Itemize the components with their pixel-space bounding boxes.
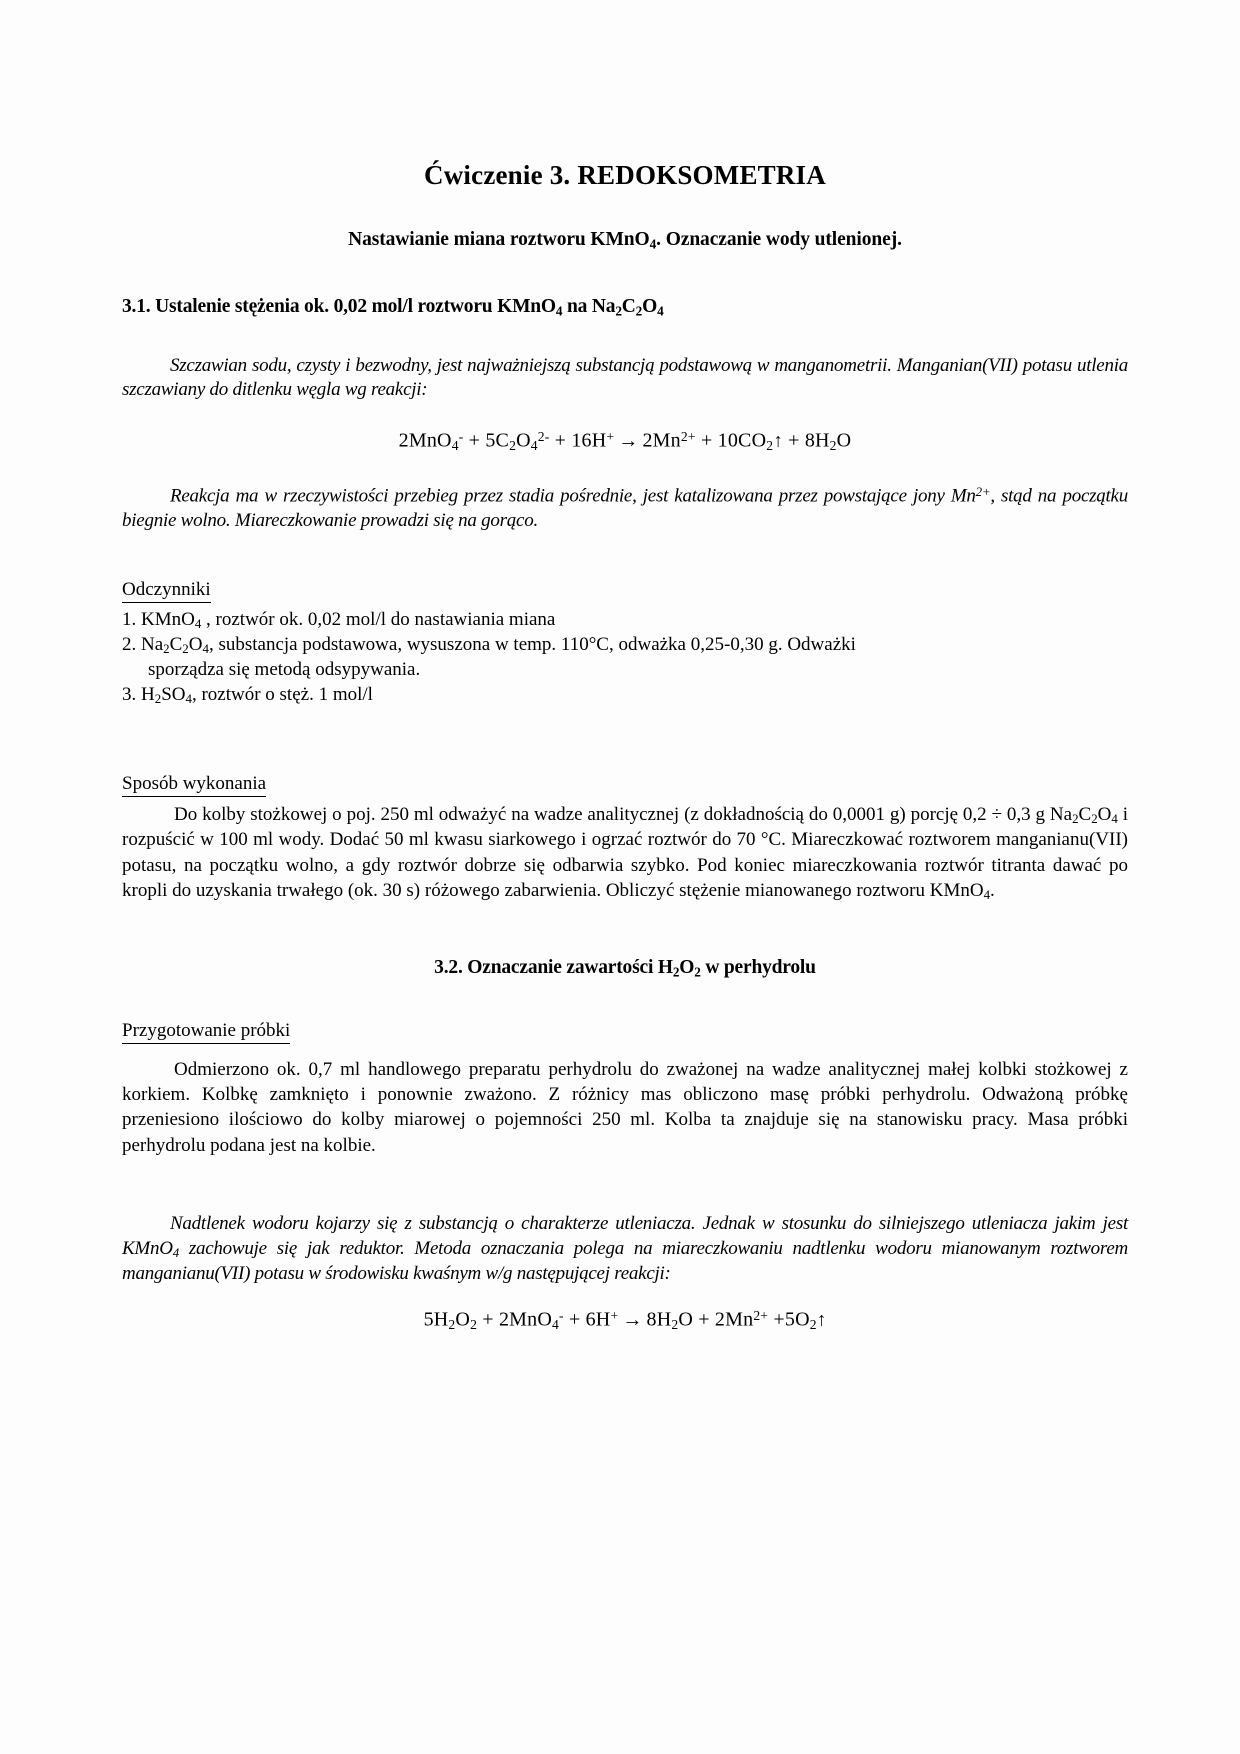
procedure-formula-2-a-sub: 4 xyxy=(983,887,991,903)
section-3-2-heading xyxy=(122,957,1128,980)
eq1-s4: 2 xyxy=(766,438,774,454)
reagent-2-formula-a: Na xyxy=(141,634,164,656)
eq1-t5: 2Mn xyxy=(642,429,681,452)
procedure-formula-1-a-sub: 2 xyxy=(1072,811,1079,827)
procedure-formula-1-c-sub: 4 xyxy=(1111,811,1118,827)
equation-1 xyxy=(122,429,1128,454)
after-eq-line2: , stąd na początku biegnie wolno. Miareczkowanie prowadzi się na gorąco. xyxy=(122,485,1128,532)
equation-2 xyxy=(122,1308,1128,1333)
reagent-3-formula-a: H xyxy=(141,683,155,705)
eq2-t8: 5O xyxy=(784,1308,810,1331)
eq2-s1: 2 xyxy=(448,1317,456,1333)
eq1-t8: O xyxy=(836,429,852,452)
note-paragraph xyxy=(122,1212,1128,1286)
eq2-s2: 2 xyxy=(470,1317,478,1333)
eq2-op3: + xyxy=(693,1308,715,1331)
eq2-t5: 8H xyxy=(646,1308,672,1331)
eq2-s3: 4 xyxy=(551,1317,559,1333)
eq2-t6: O xyxy=(678,1308,694,1331)
procedure-formula-1-a: Na xyxy=(1049,803,1073,825)
eq1-p4: 2+ xyxy=(680,429,696,444)
eq1-t4: 16H xyxy=(571,429,607,452)
document-subtitle xyxy=(122,229,1128,252)
procedure-heading: Sposób wykonania xyxy=(122,772,266,797)
note-formula-a: KMnO xyxy=(122,1237,173,1259)
procedure-formula-2-a: KMnO xyxy=(929,879,984,901)
procedure-text-c: . xyxy=(990,879,995,901)
heading-sub-a: 4 xyxy=(555,303,563,319)
procedure-text-a: Do kolby stożkowej o poj. 250 ml odważyć na wadze analitycznej (z dokładnością do 0,0001 g) porcję 0,2 ÷ 0,3 g xyxy=(174,803,1050,825)
reagent-2-formula-b: C xyxy=(169,634,183,656)
procedure-formula-1-b: C xyxy=(1078,803,1092,825)
heading-text-c: C xyxy=(621,296,636,318)
reagent-item-1 xyxy=(122,608,1128,633)
heading-sub-c: 2 xyxy=(635,303,643,319)
section-3-2-text-c: w perhydrolu xyxy=(700,957,816,979)
procedure-heading-wrap xyxy=(122,772,1128,799)
eq1-op2: + xyxy=(549,429,572,452)
eq1-t3: O xyxy=(516,429,531,452)
subtitle-text-a: Nastawianie miana roztworu KMnO xyxy=(348,229,650,250)
reagent-2-rest: , substancja podstawowa, wysuszona w temp. 110°C, odważka 0,25-0,30 g. Odważki xyxy=(208,634,856,656)
reagent-item-2 xyxy=(122,633,1128,658)
heading-text-b: na Na xyxy=(562,296,616,318)
eq2-op4: + xyxy=(768,1308,785,1331)
procedure-paragraph xyxy=(122,802,1128,903)
eq2-s5: 2 xyxy=(809,1317,817,1333)
eq2-op2: + xyxy=(563,1308,586,1331)
eq1-gas-up-arrow-icon: ↑ xyxy=(773,430,783,452)
procedure-text-b: i rozpuścić w 100 ml wody. Dodać 50 ml kwasu siarkowego i ogrzać roztwór do 70 °C. Miareczkować roztworem manganianu(VII) potasu, na początku wolno, a gdy roztwór dobrze się odbarwia szybko. Pod koniec miareczkowania roztwór titranta dawać po kropli do uzyskania trwałego (ok. 30 s) różowego zabarwienia. Obliczyć stężenie mianowanego roztworu xyxy=(122,803,1129,901)
procedure-formula-1-b-sub: 2 xyxy=(1091,811,1098,827)
sample-prep-heading: Przygotowanie próbki xyxy=(122,1019,290,1044)
eq1-op3: + xyxy=(695,429,718,452)
eq2-gas-up-arrow-icon: ↑ xyxy=(816,1309,827,1331)
eq2-t7: 2Mn xyxy=(714,1308,754,1331)
after-equation-paragraph xyxy=(122,484,1128,534)
sample-prep-heading-wrap xyxy=(122,1019,1128,1046)
reagent-1-formula-a-sub: 4 xyxy=(194,616,202,632)
eq2-t2: O xyxy=(455,1308,471,1331)
reagents-heading-wrap xyxy=(122,578,1128,605)
reagent-3-formula-b-sub: 4 xyxy=(185,691,192,706)
reagent-1-num: 1. xyxy=(122,609,141,631)
section-3-2-sub-b: 2 xyxy=(694,964,701,980)
reagent-item-2-continuation: sporządza się metodą odsypywania. xyxy=(148,659,421,681)
eq1-p3: + xyxy=(606,429,615,444)
section-3-1-heading xyxy=(122,296,1128,319)
procedure-formula-1-c: O xyxy=(1097,803,1112,825)
note-text-a: Nadtlenek wodoru kojarzy się z substancją o charakterze utleniacza. Jednak w stosunku do silniejszego utleniacza jakim jest xyxy=(170,1212,1128,1234)
eq1-arrow-icon: → xyxy=(618,429,639,452)
reagent-3-formula-b: SO xyxy=(161,683,186,705)
after-eq-sup: 2+ xyxy=(975,484,991,500)
subtitle-text-b: . Oznaczanie wody utlenionej. xyxy=(656,229,902,250)
page-title: Ćwiczenie 3. REDOKSOMETRIA xyxy=(424,160,826,190)
eq2-p2: + xyxy=(610,1308,619,1324)
note-text-b: zachowuje się jak reduktor. Metoda oznaczania polega na miareczkowaniu nadtlenku wodoru mianowanym roztworem manganianu(VII) potasu w środowisku kwaśnym w/g następującej reakcji: xyxy=(122,1237,1128,1284)
eq1-op1: + xyxy=(463,429,486,452)
reagent-2-formula-b-sub: 2 xyxy=(182,641,189,657)
section-3-2-text-a: 3.2. Oznaczanie zawartości H xyxy=(434,957,673,979)
eq2-arrow-icon: → xyxy=(622,1308,643,1331)
eq1-t2: 5C xyxy=(485,429,510,452)
section-3-2-sub-a: 2 xyxy=(672,964,680,980)
eq2-p3: 2+ xyxy=(753,1308,769,1324)
eq1-t6: 10CO xyxy=(717,429,767,452)
sample-prep-paragraph: Odmierzono ok. 0,7 ml handlowego preparatu perhydrolu do zważonej na wadze analitycznej małej kolbki stożkowej z korkiem. Kolbkę zamknięto i ponownie zważono. Z różnicy mas obliczono masę próbki perhydrolu. Odważoną próbkę przeniesiono ilościowo do kolby miarowej o pojemności 250 ml. Kolba ta znajduje się na stanowisku pracy. Masa próbki perhydrolu podana jest na kolbie. xyxy=(122,1058,1128,1156)
subtitle-sub-a: 4 xyxy=(649,236,657,252)
reagents-heading: Odczynniki xyxy=(122,578,211,603)
eq1-t7: 8H xyxy=(804,429,830,452)
eq2-t1: 5H xyxy=(423,1308,449,1331)
eq2-op1: + xyxy=(477,1308,499,1331)
reagent-3-formula-a-sub: 2 xyxy=(154,691,162,706)
note-formula-a-sub: 4 xyxy=(172,1244,179,1260)
eq2-t3: 2MnO xyxy=(498,1308,552,1331)
eq2-p1: - xyxy=(558,1308,564,1324)
reagent-3-num: 3. xyxy=(122,683,141,705)
eq1-op4: + xyxy=(782,429,805,452)
reagent-1-rest: , roztwór ok. 0,02 mol/l do nastawiania miana xyxy=(201,609,556,631)
reagent-2-formula-c-sub: 4 xyxy=(202,641,209,657)
heading-sub-b1: 2 xyxy=(615,303,622,319)
eq2-t4: 6H xyxy=(585,1308,611,1331)
section-3-2-text-b: O xyxy=(679,957,695,979)
after-eq-line1: Reakcja ma w rzeczywistości przebieg przez stadia pośrednie, jest katalizowana przez powstające jony Mn xyxy=(170,485,976,507)
eq1-p1: - xyxy=(458,429,464,444)
reagent-1-formula-a: KMnO xyxy=(141,609,195,631)
reagent-item-3 xyxy=(122,683,1128,708)
eq1-s1: 4 xyxy=(451,438,459,454)
intro-paragraph: Szczawian sodu, czysty i bezwodny, jest najważniejszą substancją podstawową w manganometrii. Manganian(VII) potasu utlenia szczawiany do ditlenku węgla wg reakcji: xyxy=(122,354,1128,401)
heading-text-d: O xyxy=(642,296,658,318)
eq1-p2: 2- xyxy=(537,429,550,444)
eq1-s2: 2 xyxy=(509,438,517,454)
heading-text-a: 3.1. Ustalenie stężenia ok. 0,02 mol/l roztworu KMnO xyxy=(122,296,556,318)
eq2-s4: 2 xyxy=(671,1317,679,1333)
heading-sub-d: 4 xyxy=(657,303,664,319)
reagent-2-formula-c: O xyxy=(188,634,203,656)
reagent-3-rest: , roztwór o stęż. 1 mol/l xyxy=(191,683,373,705)
eq1-s3: 4 xyxy=(530,438,538,454)
eq1-s5: 2 xyxy=(829,438,837,454)
reagent-2-num: 2. xyxy=(122,634,141,656)
eq1-t1: 2MnO xyxy=(398,429,452,452)
reagent-2-formula-a-sub: 2 xyxy=(163,641,170,657)
